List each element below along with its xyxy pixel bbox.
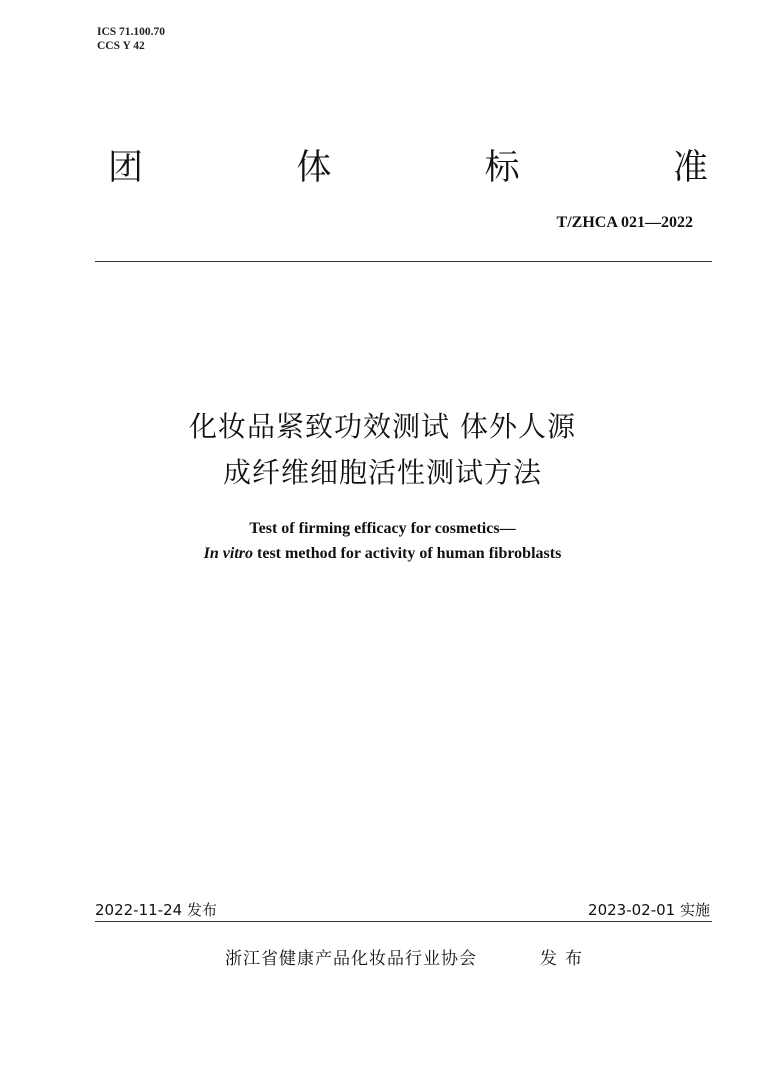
chinese-title-line-1: 化妆品紧致功效测试 体外人源: [189, 410, 576, 443]
english-title-line-2: [0, 545, 765, 563]
ccs-code: CCS Y 42: [97, 40, 145, 52]
issue-date: 2022-11-24 发布: [95, 901, 217, 919]
publish-label: 发布: [540, 949, 590, 969]
standard-type-heading: [108, 140, 708, 190]
publisher-name: 浙江省健康产品化妆品行业协会: [225, 949, 477, 969]
top-divider: [95, 261, 712, 262]
implementation-date: 2023-02-01 实施: [588, 901, 710, 919]
english-title-line-1: Test of firming efficacy for cosmetics—: [249, 520, 516, 537]
standard-type-char-3: 标: [484, 148, 520, 188]
english-title-rest: test method for activity of human fibroblasts: [253, 545, 562, 562]
standard-type-char-2: 体: [296, 148, 332, 188]
ics-code: ICS 71.100.70: [97, 26, 166, 38]
classification-codes: [97, 25, 165, 53]
standard-type-char-4: 准: [672, 148, 708, 188]
bottom-divider: [95, 921, 712, 922]
standard-type-char-1: 团: [108, 148, 144, 188]
english-title-italic: In vitro: [203, 545, 254, 562]
standard-number: T/ZHCA 021—2022: [556, 214, 693, 231]
chinese-title-line-2: 成纤维细胞活性测试方法: [222, 456, 542, 489]
